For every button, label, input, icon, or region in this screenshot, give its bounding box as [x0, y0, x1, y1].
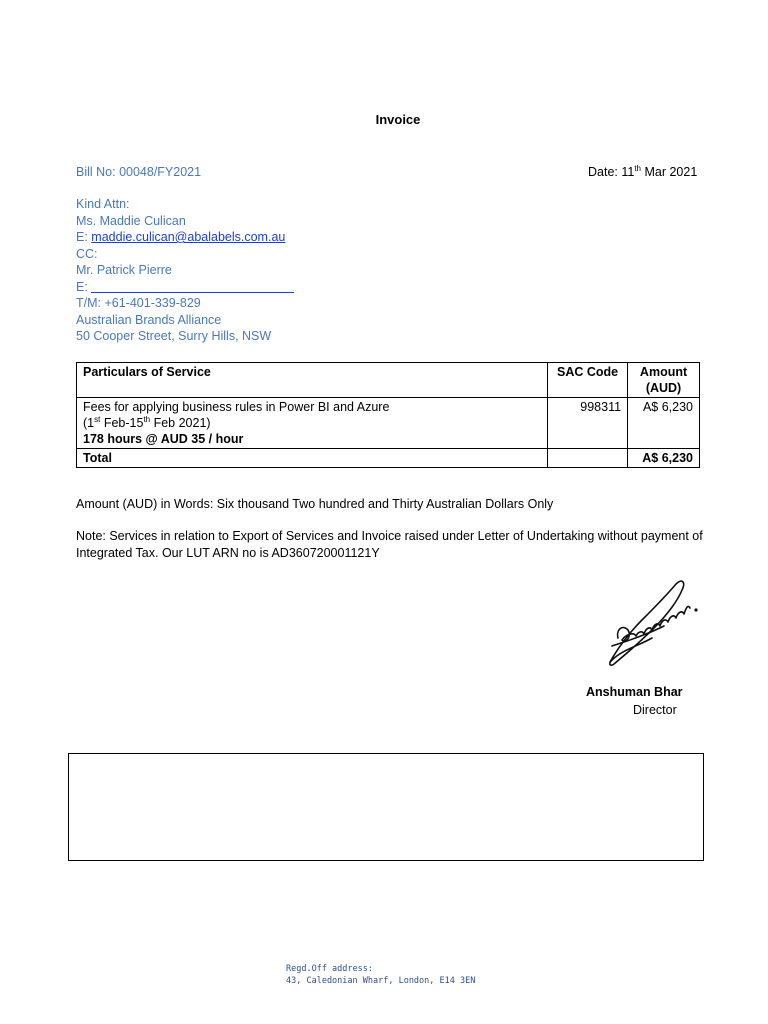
invoice-date — [588, 164, 697, 181]
kind-attn-label: Kind Attn: — [76, 197, 130, 211]
header-particulars: Particulars of Service — [77, 363, 548, 398]
footer-line-1: Regd.Off address: — [286, 964, 373, 974]
service-description — [77, 398, 548, 449]
date-prefix: Date: 11 — [588, 165, 635, 179]
total-label: Total — [77, 449, 548, 468]
tax-note: Note: Services in relation to Export of Services and Invoice raised under Letter of Undertaking without payment of Integrated Tax. Our LUT ARN no is AD360720001121Y — [76, 529, 703, 560]
service-line: Fees for applying business rules in Power BI and Azure — [83, 400, 390, 414]
total-sac-empty — [548, 449, 628, 468]
bill-number: Bill No: 00048/FY2021 — [76, 165, 202, 179]
cc-email-line — [76, 279, 294, 296]
recipient-email-line — [76, 229, 294, 246]
period-mid: Feb-15 — [100, 416, 144, 430]
recipient-name: Ms. Maddie Culican — [76, 213, 186, 228]
total-row — [77, 449, 700, 468]
signatory-role: Director — [633, 703, 677, 717]
signatory-name: Anshuman Bhar — [586, 685, 683, 699]
date-sup: th — [634, 163, 641, 173]
cc-name: Mr. Patrick Pierre — [76, 263, 172, 277]
empty-box — [68, 753, 704, 861]
recipient-email-link[interactable]: maddie.culican@abalabels.com.au — [91, 230, 286, 244]
recipient-company: Australian Brands Alliance — [76, 312, 222, 327]
total-amount: A$ 6,230 — [628, 449, 700, 468]
cc-label: CC: — [76, 246, 98, 261]
footer-address — [286, 963, 475, 987]
service-sac-code: 998311 — [548, 398, 628, 449]
cc-email-prefix: E: — [76, 279, 92, 294]
period-close: Feb 2021) — [150, 416, 211, 430]
invoice-title: Invoice — [375, 112, 421, 127]
signature-image — [604, 574, 700, 670]
amount-in-words: Amount (AUD) in Words: Six thousand Two hundred and Thirty Australian Dollars Only — [76, 497, 554, 511]
period-sup-1: st — [94, 414, 101, 424]
table-row — [77, 398, 700, 449]
recipient-phone: T/M: +61-401-339-829 — [76, 296, 201, 310]
period-sup-2: th — [143, 414, 151, 424]
period-open: (1 — [83, 416, 95, 430]
email-prefix: E: — [76, 230, 92, 244]
service-period — [83, 415, 541, 431]
date-suffix: Mar 2021 — [641, 165, 698, 179]
footer-line-2: 43, Caledonian Wharf, London, E14 3EN — [286, 976, 476, 986]
recipient-address: 50 Cooper Street, Surry Hills, NSW — [76, 329, 272, 343]
header-amount: Amount (AUD) — [628, 363, 700, 398]
cc-email-blank-link[interactable] — [91, 280, 294, 293]
header-sac-code: SAC Code — [548, 363, 628, 398]
recipient-block — [76, 196, 294, 345]
table-header-row — [77, 363, 700, 398]
service-amount: A$ 6,230 — [628, 398, 700, 449]
services-table — [76, 362, 700, 468]
service-hours: 178 hours @ AUD 35 / hour — [83, 432, 244, 446]
